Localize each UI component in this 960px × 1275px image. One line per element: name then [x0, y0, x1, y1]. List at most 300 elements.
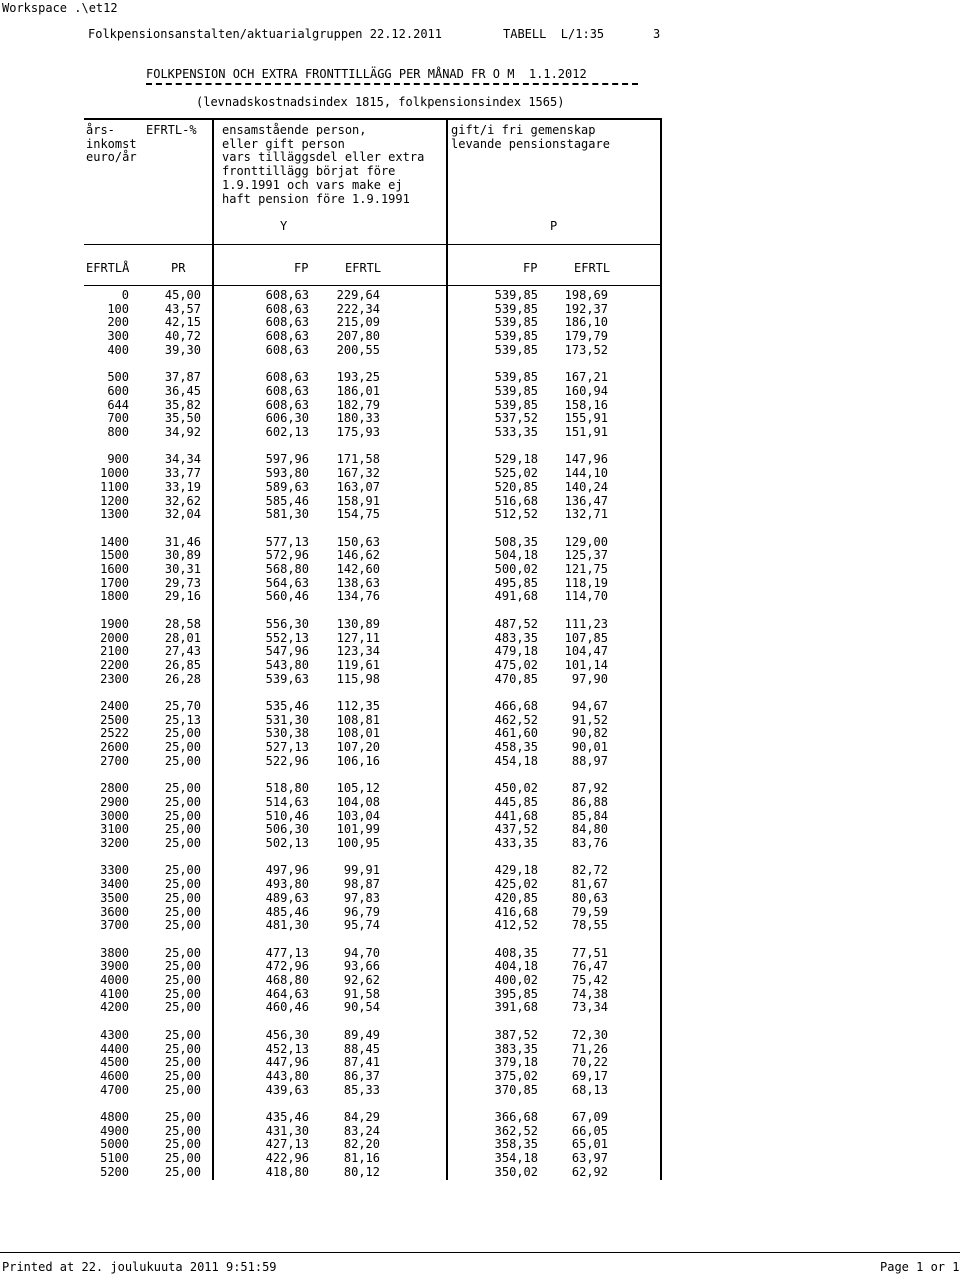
- cell-y-efrtl: 138,63: [336, 575, 380, 590]
- page-number: 3: [653, 27, 661, 41]
- cell-efrtla: 500: [107, 370, 129, 385]
- cell-p-efrtl: 84,80: [571, 822, 608, 837]
- cell-y-efrtl: 171,58: [336, 452, 380, 467]
- cell-p-efrtl: 88,97: [571, 753, 608, 768]
- cell-y-fp: 422,96: [265, 1151, 309, 1166]
- cell-p-fp: 483,35: [494, 630, 538, 645]
- cell-pr: 25,00: [164, 877, 201, 892]
- cell-pr: 25,00: [164, 726, 201, 741]
- cell-p-efrtl: 101,14: [564, 657, 608, 672]
- subhead-pr: PR: [171, 261, 186, 275]
- cell-p-efrtl: 129,00: [564, 534, 608, 549]
- cell-y-efrtl: 92,62: [343, 973, 380, 987]
- cell-pr: 25,00: [164, 945, 201, 960]
- cell-efrtla: 2200: [100, 657, 129, 672]
- table-row: [0, 495, 960, 509]
- cell-p-fp: 429,18: [494, 863, 538, 878]
- cell-y-fp: 581,30: [265, 507, 309, 522]
- cell-y-fp: 602,13: [265, 425, 309, 439]
- table-row: [0, 782, 960, 796]
- cell-efrtla: 3200: [100, 836, 129, 850]
- cell-pr: 25,00: [164, 822, 201, 837]
- table-row: [0, 563, 960, 577]
- table-row: [0, 823, 960, 837]
- cell-efrtla: 2700: [100, 753, 129, 768]
- cell-efrtla: 3600: [100, 904, 129, 919]
- cell-pr: 25,00: [164, 1000, 201, 1015]
- cell-efrtla: 3900: [100, 959, 129, 974]
- cell-y-fp: 552,13: [265, 630, 309, 645]
- cell-pr: 28,58: [164, 616, 201, 631]
- title-underline: [146, 83, 638, 85]
- cell-y-efrtl: 229,64: [336, 288, 380, 302]
- cell-efrtla: 1200: [100, 493, 129, 508]
- cell-pr: 34,92: [164, 425, 201, 439]
- cell-y-fp: 572,96: [265, 548, 309, 563]
- cell-efrtla: 4700: [100, 1082, 129, 1097]
- cell-y-fp: 439,63: [265, 1082, 309, 1097]
- cell-p-fp: 425,02: [494, 877, 538, 892]
- table-row: [0, 303, 960, 317]
- cell-p-fp: 539,85: [494, 301, 538, 316]
- table-row: [0, 330, 960, 344]
- cell-efrtla: 644: [107, 397, 129, 412]
- cell-p-fp: 408,35: [494, 945, 538, 960]
- cell-p-fp: 362,52: [494, 1123, 538, 1138]
- cell-efrtla: 600: [107, 383, 129, 398]
- table-row: [0, 727, 960, 741]
- cell-y-fp: 608,63: [265, 301, 309, 316]
- cell-p-fp: 379,18: [494, 1055, 538, 1070]
- cell-y-fp: 452,13: [265, 1041, 309, 1056]
- table-row: [0, 906, 960, 920]
- cell-p-efrtl: 155,91: [564, 411, 608, 426]
- cell-p-fp: 539,85: [494, 397, 538, 412]
- table-row: [0, 700, 960, 714]
- cell-p-fp: 458,35: [494, 740, 538, 755]
- cell-p-fp: 366,68: [494, 1110, 538, 1124]
- cell-efrtla: 900: [107, 452, 129, 467]
- cell-y-efrtl: 200,55: [336, 342, 380, 357]
- cell-y-fp: 608,63: [265, 315, 309, 330]
- table-row: [0, 960, 960, 974]
- cell-y-efrtl: 105,12: [336, 781, 380, 796]
- cell-efrtla: 1800: [100, 589, 129, 604]
- cell-y-fp: 608,63: [265, 370, 309, 385]
- cell-p-efrtl: 140,24: [564, 479, 608, 494]
- cell-pr: 35,50: [164, 411, 201, 426]
- cell-p-fp: 516,68: [494, 493, 538, 508]
- cell-pr: 25,00: [164, 1137, 201, 1152]
- cell-pr: 25,00: [164, 1068, 201, 1083]
- table-row: [0, 810, 960, 824]
- cell-y-fp: 447,96: [265, 1055, 309, 1070]
- cell-p-fp: 495,85: [494, 575, 538, 590]
- cell-y-efrtl: 90,54: [343, 1000, 380, 1015]
- cell-p-fp: 437,52: [494, 822, 538, 837]
- cell-p-efrtl: 147,96: [564, 452, 608, 467]
- cell-efrtla: 3700: [100, 918, 129, 933]
- cell-p-efrtl: 81,67: [571, 877, 608, 892]
- cell-y-fp: 547,96: [265, 644, 309, 659]
- cell-p-fp: 445,85: [494, 794, 538, 809]
- cell-efrtla: 1700: [100, 575, 129, 590]
- cell-efrtla: 100: [107, 301, 129, 316]
- cell-efrtla: 1000: [100, 466, 129, 481]
- cell-y-efrtl: 127,11: [336, 630, 380, 645]
- cell-p-efrtl: 186,10: [564, 315, 608, 330]
- table-row: [0, 796, 960, 810]
- cell-y-fp: 514,63: [265, 794, 309, 809]
- cell-p-efrtl: 132,71: [564, 507, 608, 522]
- cell-y-efrtl: 95,74: [343, 918, 380, 933]
- cell-p-fp: 433,35: [494, 836, 538, 850]
- cell-p-efrtl: 107,85: [564, 630, 608, 645]
- cell-y-fp: 418,80: [265, 1164, 309, 1179]
- cell-efrtla: 1300: [100, 507, 129, 522]
- cell-p-efrtl: 91,52: [571, 712, 608, 727]
- cell-y-efrtl: 175,93: [336, 425, 380, 439]
- cell-y-efrtl: 107,20: [336, 740, 380, 755]
- cell-y-efrtl: 180,33: [336, 411, 380, 426]
- table-row: [0, 399, 960, 413]
- cell-pr: 25,00: [164, 1082, 201, 1097]
- cell-efrtla: 700: [107, 411, 129, 426]
- cell-p-fp: 450,02: [494, 781, 538, 796]
- cell-pr: 25,00: [164, 1123, 201, 1138]
- table-row: [0, 659, 960, 673]
- cell-p-fp: 358,35: [494, 1137, 538, 1152]
- cell-efrtla: 2800: [100, 781, 129, 796]
- cell-p-fp: 354,18: [494, 1151, 538, 1166]
- cell-y-efrtl: 167,32: [336, 466, 380, 481]
- cell-y-fp: 577,13: [265, 534, 309, 549]
- cell-y-efrtl: 85,33: [343, 1082, 380, 1097]
- cell-y-efrtl: 150,63: [336, 534, 380, 549]
- cell-y-fp: 435,46: [265, 1110, 309, 1124]
- cell-efrtla: 3100: [100, 822, 129, 837]
- table-row: [0, 714, 960, 728]
- cell-y-fp: 608,63: [265, 383, 309, 398]
- head-inkomst: inkomst: [86, 136, 137, 151]
- table-row: [0, 412, 960, 426]
- cell-y-efrtl: 207,80: [336, 329, 380, 344]
- cell-pr: 34,34: [164, 452, 201, 467]
- cell-y-efrtl: 84,29: [343, 1110, 380, 1124]
- cell-y-efrtl: 106,16: [336, 753, 380, 768]
- table-row: [0, 755, 960, 769]
- table-row: [0, 1070, 960, 1084]
- cell-p-efrtl: 144,10: [564, 466, 608, 481]
- cell-pr: 25,00: [164, 1151, 201, 1166]
- cell-pr: 25,00: [164, 890, 201, 905]
- cell-y-efrtl: 97,83: [343, 890, 380, 905]
- workspace-path: Workspace .\et12: [2, 1, 118, 15]
- cell-efrtla: 4300: [100, 1027, 129, 1042]
- page-indicator: Page 1 or 1: [880, 1260, 960, 1274]
- cell-p-fp: 539,85: [494, 342, 538, 357]
- cell-p-fp: 475,02: [494, 657, 538, 672]
- cell-y-efrtl: 163,07: [336, 479, 380, 494]
- cell-efrtla: 2000: [100, 630, 129, 645]
- cell-y-efrtl: 93,66: [343, 959, 380, 974]
- cell-p-efrtl: 71,26: [571, 1041, 608, 1056]
- cell-y-efrtl: 108,81: [336, 712, 380, 727]
- cell-p-efrtl: 75,42: [571, 973, 608, 987]
- cell-pr: 25,00: [164, 740, 201, 755]
- cell-p-efrtl: 85,84: [571, 808, 608, 823]
- cell-y-efrtl: 142,60: [336, 562, 380, 576]
- cell-p-fp: 375,02: [494, 1068, 538, 1083]
- cell-y-efrtl: 88,45: [343, 1041, 380, 1056]
- cell-p-efrtl: 104,47: [564, 644, 608, 659]
- table-row: [0, 426, 960, 440]
- table-row: [0, 632, 960, 646]
- cell-p-fp: 350,02: [494, 1164, 538, 1179]
- table-row: [0, 1043, 960, 1057]
- cell-efrtla: 4600: [100, 1068, 129, 1083]
- cell-y-fp: 497,96: [265, 863, 309, 878]
- table-row: [0, 371, 960, 385]
- cell-y-efrtl: 134,76: [336, 589, 380, 604]
- cell-efrtla: 2600: [100, 740, 129, 755]
- cell-pr: 39,30: [164, 342, 201, 357]
- cell-pr: 29,16: [164, 589, 201, 604]
- cell-efrtla: 1100: [100, 479, 129, 494]
- cell-p-fp: 462,52: [494, 712, 538, 727]
- cell-p-fp: 404,18: [494, 959, 538, 974]
- table-row: [0, 1125, 960, 1139]
- cell-p-fp: 387,52: [494, 1027, 538, 1042]
- cell-pr: 26,28: [164, 671, 201, 686]
- cell-y-efrtl: 101,99: [336, 822, 380, 837]
- cell-p-efrtl: 136,47: [564, 493, 608, 508]
- cell-y-efrtl: 99,91: [343, 863, 380, 878]
- table-row: [0, 892, 960, 906]
- table-row: [0, 741, 960, 755]
- cell-pr: 29,73: [164, 575, 201, 590]
- cell-pr: 28,01: [164, 630, 201, 645]
- cell-efrtla: 400: [107, 342, 129, 357]
- cell-p-efrtl: 78,55: [571, 918, 608, 933]
- cell-p-efrtl: 62,92: [571, 1164, 608, 1179]
- cell-p-efrtl: 167,21: [564, 370, 608, 385]
- cell-p-efrtl: 111,23: [564, 616, 608, 631]
- cell-y-fp: 585,46: [265, 493, 309, 508]
- table-row: [0, 988, 960, 1002]
- cell-p-efrtl: 114,70: [564, 589, 608, 604]
- cell-p-efrtl: 160,94: [564, 383, 608, 398]
- table-row: [0, 1166, 960, 1180]
- cell-p-efrtl: 125,37: [564, 548, 608, 563]
- cell-pr: 25,00: [164, 986, 201, 1001]
- cell-efrtla: 4400: [100, 1041, 129, 1056]
- cell-p-fp: 391,68: [494, 1000, 538, 1015]
- cell-pr: 25,00: [164, 1041, 201, 1056]
- cell-efrtla: 5200: [100, 1164, 129, 1179]
- head-euro-ar: euro/år: [86, 150, 137, 165]
- cell-p-fp: 470,85: [494, 671, 538, 686]
- cell-y-efrtl: 130,89: [336, 616, 380, 631]
- cell-y-fp: 456,30: [265, 1027, 309, 1042]
- cell-pr: 32,04: [164, 507, 201, 522]
- cell-y-efrtl: 146,62: [336, 548, 380, 563]
- subhead-y-efrtl: EFRTL: [345, 261, 382, 275]
- cell-y-fp: 530,38: [265, 726, 309, 741]
- cell-pr: 35,82: [164, 397, 201, 412]
- head-y-desc-6: haft pension före 1.9.1991: [222, 191, 410, 206]
- cell-y-efrtl: 158,91: [336, 493, 380, 508]
- cell-y-fp: 527,13: [265, 740, 309, 755]
- cell-p-efrtl: 118,19: [564, 575, 608, 590]
- cell-p-efrtl: 173,52: [564, 342, 608, 357]
- cell-p-efrtl: 68,13: [571, 1082, 608, 1097]
- cell-y-fp: 431,30: [265, 1123, 309, 1138]
- subhead-p-efrtl: EFRTL: [574, 261, 611, 275]
- head-p-desc-1: gift/i fri gemenskap: [451, 123, 596, 137]
- subhead-p-fp: FP: [523, 261, 538, 275]
- page-title: FOLKPENSION OCH EXTRA FRONTTILLÄGG PER MÅNAD FR O M 1.1.2012: [146, 67, 587, 81]
- table-row: [0, 1152, 960, 1166]
- cell-pr: 25,00: [164, 904, 201, 919]
- cell-y-fp: 518,80: [265, 781, 309, 796]
- table-row: [0, 590, 960, 604]
- table-row: [0, 645, 960, 659]
- cell-y-fp: 597,96: [265, 452, 309, 467]
- cell-p-fp: 525,02: [494, 466, 538, 481]
- cell-y-fp: 543,80: [265, 657, 309, 672]
- cell-p-efrtl: 79,59: [571, 904, 608, 919]
- cell-y-efrtl: 91,58: [343, 986, 380, 1001]
- cell-efrtla: 1900: [100, 616, 129, 631]
- cell-y-efrtl: 103,04: [336, 808, 380, 823]
- cell-p-efrtl: 97,90: [571, 671, 608, 686]
- cell-p-efrtl: 90,82: [571, 726, 608, 741]
- table-row: [0, 1001, 960, 1015]
- cell-p-fp: 539,85: [494, 329, 538, 344]
- cell-pr: 25,00: [164, 836, 201, 850]
- cell-p-fp: 539,85: [494, 383, 538, 398]
- cell-p-fp: 500,02: [494, 562, 538, 576]
- cell-y-efrtl: 81,16: [343, 1151, 380, 1166]
- cell-pr: 42,15: [164, 315, 201, 330]
- subhead-efrtla: EFRTLÅ: [86, 261, 130, 275]
- cell-p-fp: 539,85: [494, 370, 538, 385]
- cell-y-efrtl: 119,61: [336, 657, 380, 672]
- cell-p-fp: 539,85: [494, 315, 538, 330]
- cell-pr: 25,00: [164, 1055, 201, 1070]
- cell-y-fp: 489,63: [265, 890, 309, 905]
- cell-y-fp: 464,63: [265, 986, 309, 1001]
- cell-pr: 36,45: [164, 383, 201, 398]
- table-label: TABELL L/1:35: [503, 27, 605, 41]
- cell-efrtla: 2522: [100, 726, 129, 741]
- cell-y-fp: 593,80: [265, 466, 309, 481]
- cell-efrtla: 2500: [100, 712, 129, 727]
- table-row: [0, 536, 960, 550]
- cell-y-fp: 535,46: [265, 699, 309, 713]
- cell-efrtla: 4000: [100, 973, 129, 987]
- table-row: [0, 289, 960, 303]
- cell-p-efrtl: 86,88: [571, 794, 608, 809]
- cell-y-fp: 460,46: [265, 1000, 309, 1015]
- cell-p-fp: 504,18: [494, 548, 538, 563]
- cell-pr: 25,70: [164, 699, 201, 713]
- cell-p-efrtl: 179,79: [564, 329, 608, 344]
- cell-y-efrtl: 94,70: [343, 945, 380, 960]
- table-row: [0, 974, 960, 988]
- cell-y-efrtl: 154,75: [336, 507, 380, 522]
- cell-y-fp: 522,96: [265, 753, 309, 768]
- cell-y-efrtl: 193,25: [336, 370, 380, 385]
- cell-p-fp: 491,68: [494, 589, 538, 604]
- cell-efrtla: 800: [107, 425, 129, 439]
- cell-y-fp: 468,80: [265, 973, 309, 987]
- cell-efrtla: 1600: [100, 562, 129, 576]
- cell-p-efrtl: 77,51: [571, 945, 608, 960]
- table-row: [0, 864, 960, 878]
- cell-p-fp: 395,85: [494, 986, 538, 1001]
- head-y-desc-3: vars tilläggsdel eller extra: [222, 150, 425, 165]
- head-y-desc-4: fronttillägg börjat före: [222, 164, 396, 179]
- cell-pr: 25,00: [164, 794, 201, 809]
- cell-y-fp: 443,80: [265, 1068, 309, 1083]
- cell-pr: 30,31: [164, 562, 201, 576]
- cell-y-fp: 472,96: [265, 959, 309, 974]
- cell-p-efrtl: 198,69: [564, 288, 608, 302]
- cell-efrtla: 4500: [100, 1055, 129, 1070]
- cell-pr: 25,00: [164, 781, 201, 796]
- cell-p-efrtl: 90,01: [571, 740, 608, 755]
- table-top-rule: [84, 118, 662, 120]
- cell-y-fp: 539,63: [265, 671, 309, 686]
- cell-p-efrtl: 63,97: [571, 1151, 608, 1166]
- cell-y-efrtl: 86,37: [343, 1068, 380, 1083]
- cell-pr: 32,62: [164, 493, 201, 508]
- cell-y-efrtl: 123,34: [336, 644, 380, 659]
- cell-y-fp: 427,13: [265, 1137, 309, 1152]
- cell-y-efrtl: 82,20: [343, 1137, 380, 1152]
- cell-pr: 37,87: [164, 370, 201, 385]
- head-p: P: [550, 219, 558, 233]
- cell-p-fp: 383,35: [494, 1041, 538, 1056]
- cell-efrtla: 1500: [100, 548, 129, 563]
- cell-y-fp: 606,30: [265, 411, 309, 426]
- cell-efrtla: 2900: [100, 794, 129, 809]
- cell-p-efrtl: 87,92: [571, 781, 608, 796]
- table-row: [0, 1138, 960, 1152]
- head-y-desc-5: 1.9.1991 och vars make ej: [222, 177, 403, 192]
- table-row: [0, 947, 960, 961]
- table-row: [0, 481, 960, 495]
- cell-y-fp: 556,30: [265, 616, 309, 631]
- cell-efrtla: 3400: [100, 877, 129, 892]
- cell-pr: 25,00: [164, 1027, 201, 1042]
- head-efrtl-pct: EFRTL-%: [146, 123, 197, 137]
- cell-pr: 27,43: [164, 644, 201, 659]
- cell-pr: 25,00: [164, 959, 201, 974]
- cell-p-fp: 537,52: [494, 411, 538, 426]
- cell-efrtla: 5100: [100, 1151, 129, 1166]
- cell-pr: 26,85: [164, 657, 201, 672]
- cell-p-fp: 520,85: [494, 479, 538, 494]
- cell-p-efrtl: 80,63: [571, 890, 608, 905]
- cell-efrtla: 4900: [100, 1123, 129, 1138]
- cell-pr: 43,57: [164, 301, 201, 316]
- table-row: [0, 1056, 960, 1070]
- cell-y-fp: 510,46: [265, 808, 309, 823]
- cell-p-efrtl: 74,38: [571, 986, 608, 1001]
